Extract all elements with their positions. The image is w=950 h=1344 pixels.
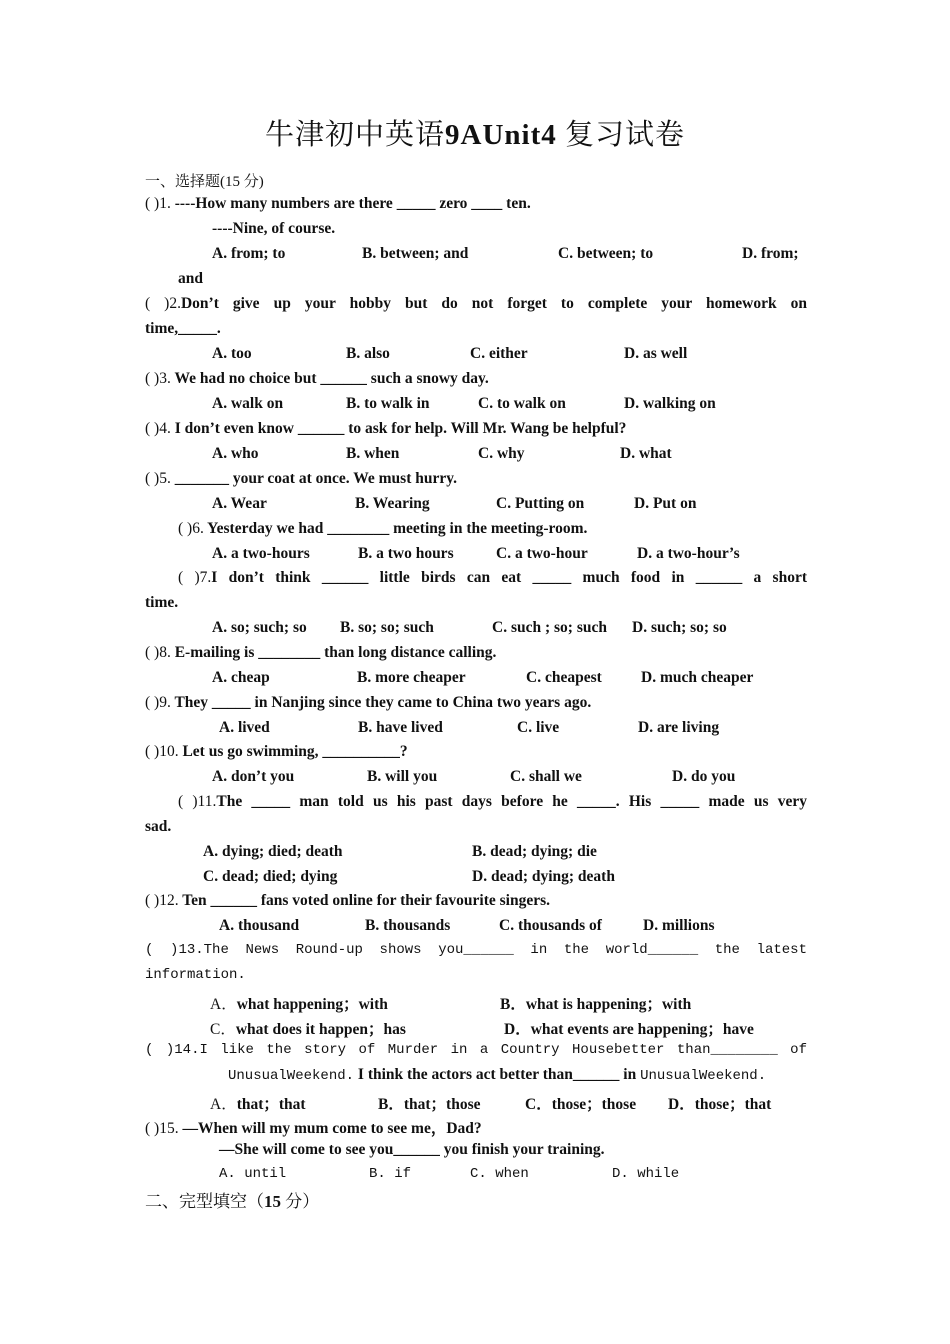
q15-option-b: B. if: [369, 1166, 412, 1182]
q9-option-a: A. lived: [219, 719, 270, 736]
question-7: ( )7.I don’t think ______ little birds can eat _____ much food in ______ a short: [178, 569, 808, 586]
question-11: ( )11.The _____ man told us his past days before he _____. His _____ made us very: [178, 793, 807, 810]
q9-option-d: D. are living: [638, 719, 720, 736]
q1-option-d: D. from;: [742, 245, 799, 262]
section-heading-1: 一、选择题(15 分): [145, 174, 264, 190]
q14-option-c: C．those；those: [525, 1096, 637, 1113]
q1-option-a: A. from; to: [212, 245, 286, 262]
question-7-cont: time.: [145, 594, 179, 611]
q11-option-c: C. dead; died; dying: [203, 868, 338, 885]
q11-option-d: D. dead; dying; death: [472, 868, 615, 885]
q13-option-d: D．what events are happening；have: [504, 1021, 754, 1038]
q8-option-b: B. more cheaper: [357, 669, 466, 686]
q6-option-d: D. a two-hour’s: [637, 545, 740, 562]
q12-option-b: B. thousands: [365, 917, 451, 934]
q2-option-c: C. either: [470, 345, 528, 362]
q15-option-c: C. when: [470, 1166, 529, 1182]
q3-option-d: D. walking on: [624, 395, 716, 412]
title-cn: 牛津初中英语: [264, 119, 445, 151]
question-9: ( )9. They _____ in Nanjing since they came to China two years ago.: [145, 694, 592, 711]
q6-option-b: B. a two hours: [358, 545, 454, 562]
q12-option-a: A. thousand: [219, 917, 300, 934]
question-13-cont: information.: [145, 967, 246, 983]
q4-option-b: B. when: [346, 445, 400, 462]
q13-option-a: A．what happening；with: [210, 996, 388, 1013]
title-en: 9AUnit4: [445, 119, 557, 151]
q5-option-d: D. Put on: [634, 495, 697, 512]
question-3: ( )3. We had no choice but ______ such a snowy day.: [145, 370, 489, 387]
q1-option-d-cont: and: [178, 270, 203, 287]
q9-option-c: C. live: [517, 719, 560, 736]
q2-option-d: D. as well: [624, 345, 688, 362]
question-6: ( )6. Yesterday we had ________ meeting in the meeting-room.: [178, 520, 588, 537]
q8-option-a: A. cheap: [212, 669, 270, 686]
q7-option-d: D. such; so; so: [632, 619, 727, 636]
question-15: ( )15. —When will my mum come to see me，Dad?: [145, 1120, 482, 1137]
q5-option-c: C. Putting on: [496, 495, 585, 512]
q10-option-d: D. do you: [672, 768, 736, 785]
question-15-reply: —She will come to see you______ you finish your training.: [219, 1141, 605, 1158]
q2-option-b: B. also: [346, 345, 390, 362]
q15-option-d: D. while: [612, 1166, 680, 1182]
question-12: ( )12. Ten ______ fans voted online for their favourite singers.: [145, 892, 551, 909]
question-13: ( )13.The News Round-up shows you______ in the world______ the latest: [145, 942, 807, 958]
question-1-reply: ----Nine, of course.: [212, 220, 336, 237]
q8-option-c: C. cheapest: [526, 669, 602, 686]
q10-option-a: A. don’t you: [212, 768, 295, 785]
question-5: ( )5. _______ your coat at once. We must hurry.: [145, 470, 457, 487]
q4-option-d: D. what: [620, 445, 672, 462]
q10-option-c: C. shall we: [510, 768, 582, 785]
question-14: ( )14.I like the story of Murder in a Country Housebetter than________ of: [145, 1042, 807, 1058]
question-11-cont: sad.: [145, 818, 172, 835]
q2-option-a: A. too: [212, 345, 252, 362]
question-2-cont: time,_____.: [145, 320, 221, 337]
question-4: ( )4. I don’t even know ______ to ask for help. Will Mr. Wang be helpful?: [145, 420, 627, 437]
q10-option-b: B. will you: [367, 768, 438, 785]
title-cn2: 复习试卷: [564, 119, 685, 151]
q8-option-d: D. much cheaper: [641, 669, 754, 686]
page-title: [0, 112, 950, 153]
q3-option-c: C. to walk on: [478, 395, 566, 412]
section-heading-2: 二、完型填空（15 分）: [145, 1192, 320, 1211]
q7-option-a: A. so; such; so: [212, 619, 307, 636]
question-14-cont: UnusualWeekend. I think the actors act better than______ in UnusualWeekend.: [228, 1066, 767, 1084]
q14-option-d: D．those；that: [668, 1096, 772, 1113]
q6-option-a: A. a two-hours: [212, 545, 310, 562]
q13-option-c: C．what does it happen；has: [210, 1021, 406, 1038]
q5-option-a: A. Wear: [212, 495, 267, 512]
q12-option-c: C. thousands of: [499, 917, 602, 934]
q3-option-a: A. walk on: [212, 395, 284, 412]
q7-option-b: B. so; so; such: [340, 619, 434, 636]
q12-option-d: D. millions: [643, 917, 715, 934]
q5-option-b: B. Wearing: [355, 495, 430, 512]
q4-option-a: A. who: [212, 445, 259, 462]
q14-option-b: B．that；those: [378, 1096, 481, 1113]
q15-option-a: A. until: [219, 1166, 287, 1182]
question-8: ( )8. E-mailing is ________ than long distance calling.: [145, 644, 497, 661]
q1-option-c: C. between; to: [558, 245, 654, 262]
q4-option-c: C. why: [478, 445, 525, 462]
question-2: ( )2.Don’t give up your hobby but do not forget to complete your homework on: [145, 295, 807, 312]
q14-option-a: A．that；that: [210, 1096, 306, 1113]
q3-option-b: B. to walk in: [346, 395, 430, 412]
q11-option-a: A. dying; died; death: [203, 843, 343, 860]
q13-option-b: B．what is happening；with: [500, 996, 692, 1013]
q11-option-b: B. dead; dying; die: [472, 843, 597, 860]
q9-option-b: B. have lived: [358, 719, 443, 736]
question-10: ( )10. Let us go swimming, __________?: [145, 743, 408, 760]
q7-option-c: C. such ; so; such: [492, 619, 607, 636]
question-1: ( )1. ----How many numbers are there _____ zero ____ ten.: [145, 195, 531, 212]
q6-option-c: C. a two-hour: [496, 545, 588, 562]
q1-option-b: B. between; and: [362, 245, 469, 262]
